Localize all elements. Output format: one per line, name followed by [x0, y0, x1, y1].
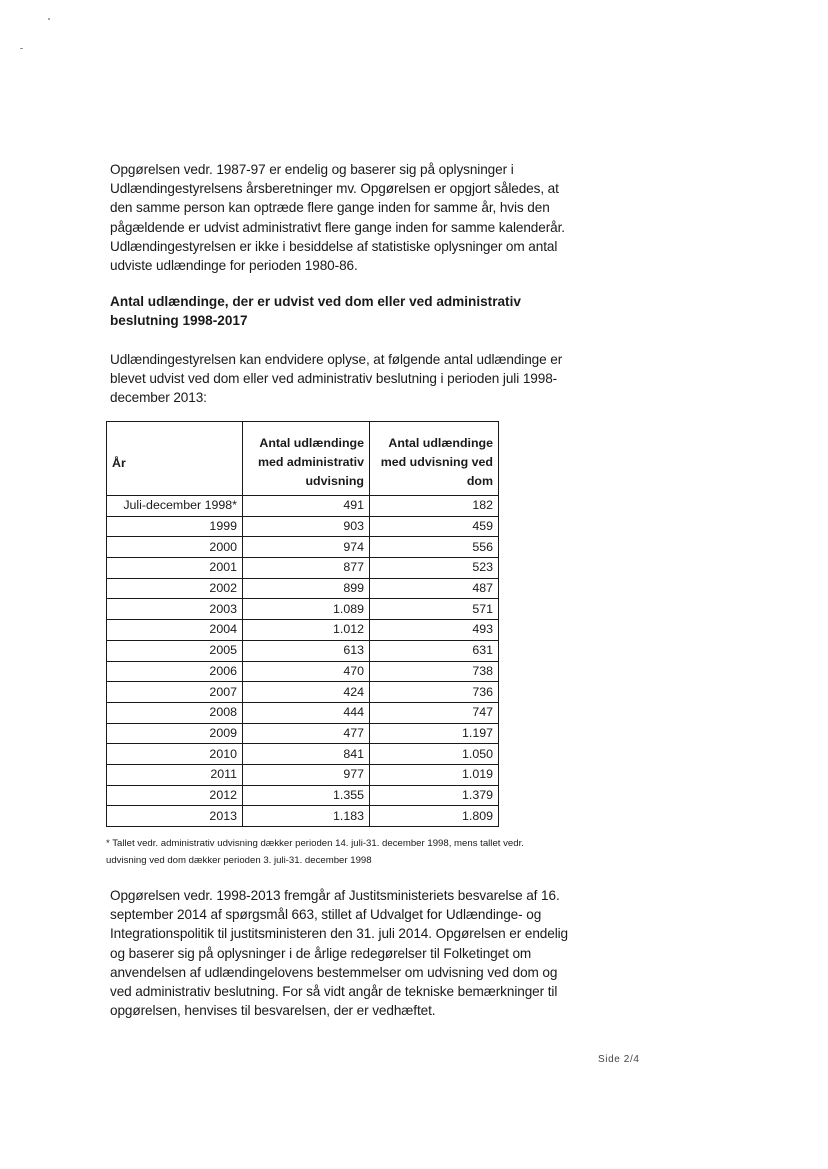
cell-year: 2003	[107, 599, 243, 620]
cell-administrative: 899	[243, 578, 370, 599]
cell-court: 523	[370, 558, 499, 579]
cell-administrative: 1.089	[243, 599, 370, 620]
cell-year: 2004	[107, 620, 243, 641]
paragraph-text: Udlændingestyrelsen kan endvidere oplyse, at følgende antal udlændinge er blevet udvist ved dom eller ved administrativ beslutning i perioden juli 1998-december 2013:	[110, 352, 563, 406]
cell-year: 2007	[107, 682, 243, 703]
paragraph-text: Opgørelsen vedr. 1998-2013 fremgår af Justitsministeriets besvarelse af 16. september 2014 af spørgsmål 663, stillet af Udvalget for Udlændinge- og Integrationspolitik til justitsministeren den 31. juli 2014. Opgørelsen er endelig og baserer sig på oplysninger i de årlige redegørelser til Folketinget om anvendelsen af udlændingelovens bestemmelser om udvisning ved dom og ved administrativ beslutning. For så vidt angår de tekniske bemærkninger til opgørelsen, henvises til besvarelsen, der er vedhæftet.	[110, 888, 569, 1019]
cell-year: 2009	[107, 723, 243, 744]
cell-administrative: 903	[243, 516, 370, 537]
cell-administrative: 1.355	[243, 785, 370, 806]
cell-court: 459	[370, 516, 499, 537]
cell-court: 1.019	[370, 764, 499, 785]
cell-year: 2012	[107, 785, 243, 806]
cell-year: 2011	[107, 764, 243, 785]
cell-administrative: 974	[243, 537, 370, 558]
cell-court: 738	[370, 661, 499, 682]
cell-year: 2010	[107, 744, 243, 765]
header-court: Antal udlændinge med udvisning ved dom	[370, 422, 499, 496]
table-row	[107, 682, 499, 703]
cell-court: 1.197	[370, 723, 499, 744]
cell-administrative: 613	[243, 640, 370, 661]
paragraph-table-intro	[110, 350, 570, 408]
table-row	[107, 764, 499, 785]
table-row	[107, 537, 499, 558]
cell-court: 747	[370, 702, 499, 723]
table-row	[107, 558, 499, 579]
cell-year: 2008	[107, 702, 243, 723]
cell-administrative: 444	[243, 702, 370, 723]
header-year: År	[107, 422, 243, 496]
cell-court: 736	[370, 682, 499, 703]
cell-administrative: 470	[243, 661, 370, 682]
cell-year: 2000	[107, 537, 243, 558]
cell-year: 2006	[107, 661, 243, 682]
table-row	[107, 702, 499, 723]
table-row	[107, 640, 499, 661]
cell-administrative: 477	[243, 723, 370, 744]
paragraph-source	[110, 886, 570, 1020]
paragraph-intro	[110, 160, 570, 275]
paragraph-text: Opgørelsen vedr. 1987-97 er endelig og baserer sig på oplysninger i Udlændingestyrelsens årsberetninger mv. Opgørelsen er opgjort således, at den samme person kan optræde flere gange inden for samme år, hvis den pågældende er udvist administrativt flere gange inden for samme kalenderår. Udlændingestyrelsen er ikke i besiddelse af statistiske oplysninger om antal udviste udlændinge for perioden 1980-86.	[110, 162, 565, 274]
cell-court: 631	[370, 640, 499, 661]
cell-year: Juli-december 1998*	[107, 496, 243, 517]
cell-court: 1.809	[370, 806, 499, 827]
cell-year: 2013	[107, 806, 243, 827]
page-number: Side 2/4	[598, 1054, 640, 1065]
header-administrative: Antal udlændinge med administrativ udvisning	[243, 422, 370, 496]
table-row	[107, 578, 499, 599]
table-row	[107, 723, 499, 744]
heading-text: Antal udlændinge, der er udvist ved dom eller ved administrativ beslutning 1998-2017	[110, 294, 521, 328]
scan-speck	[20, 48, 23, 49]
cell-court: 1.379	[370, 785, 499, 806]
cell-court: 556	[370, 537, 499, 558]
table-header-row	[107, 422, 499, 496]
table-row	[107, 806, 499, 827]
cell-court: 487	[370, 578, 499, 599]
table-row	[107, 785, 499, 806]
cell-year: 2002	[107, 578, 243, 599]
cell-administrative: 877	[243, 558, 370, 579]
cell-year: 2005	[107, 640, 243, 661]
cell-year: 1999	[107, 516, 243, 537]
expulsion-table	[106, 421, 499, 827]
scan-speck	[48, 18, 50, 20]
table-row	[107, 599, 499, 620]
cell-administrative: 1.012	[243, 620, 370, 641]
cell-administrative: 841	[243, 744, 370, 765]
table-row	[107, 620, 499, 641]
table-row	[107, 744, 499, 765]
section-heading	[110, 292, 570, 330]
cell-administrative: 977	[243, 764, 370, 785]
cell-administrative: 1.183	[243, 806, 370, 827]
table-row	[107, 516, 499, 537]
cell-court: 182	[370, 496, 499, 517]
cell-administrative: 424	[243, 682, 370, 703]
cell-court: 571	[370, 599, 499, 620]
table-footnote: * Tallet vedr. administrativ udvisning dækker perioden 14. juli-31. december 1998, mens tallet vedr. udvisning ved dom dækker perioden 3. juli-31. december 1998	[106, 838, 524, 866]
cell-court: 1.050	[370, 744, 499, 765]
cell-year: 2001	[107, 558, 243, 579]
table-row	[107, 661, 499, 682]
cell-administrative: 491	[243, 496, 370, 517]
table-row	[107, 496, 499, 517]
cell-court: 493	[370, 620, 499, 641]
